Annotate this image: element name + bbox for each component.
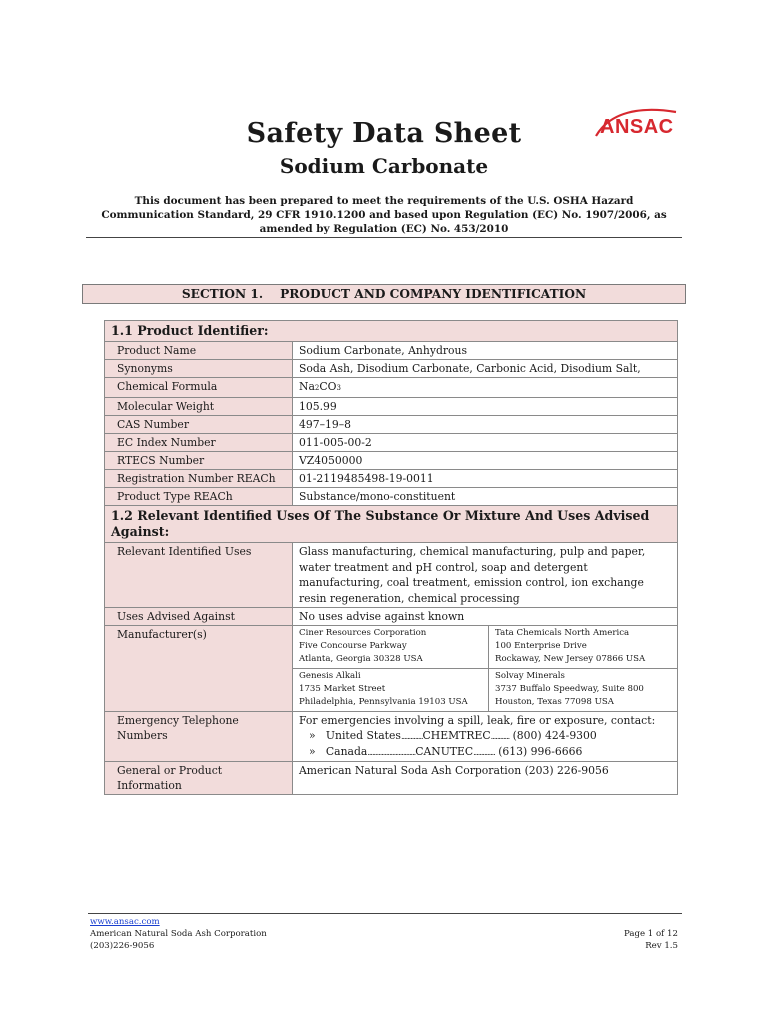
leader-dots: ............ [490,732,510,741]
emergency-cell [293,712,678,762]
row-label: Manufacturer(s) [105,626,293,712]
manufacturer-name: Ciner Resources Corporation [299,628,427,638]
product-identifier-heading: 1.1 Product Identifier: [105,321,678,342]
bullet-icon: » [309,729,316,742]
bullet-icon: » [309,745,316,758]
manufacturer-entry [293,626,488,668]
leader-dots: ............................... [367,748,416,757]
row-value: Sodium Carbonate, Anhydrous [293,342,678,360]
manufacturers-grid [293,626,677,711]
leader-dots: .............. [400,732,423,741]
table-row [105,416,678,434]
formula-co: CO [319,380,337,393]
table-row [105,608,678,626]
row-label: EC Index Number [105,434,293,452]
emergency-line-canada [299,744,671,760]
row-label: Product Type REACh [105,488,293,506]
row-label: General or Product Information [105,762,293,795]
table-row [105,434,678,452]
formula-na: Na [299,380,315,393]
row-label: Emergency Telephone Numbers [105,712,293,762]
footer-right [624,928,678,952]
row-value: 01-2119485498-19-0011 [293,470,678,488]
uses-advised-against-value: No uses advise against known [293,608,678,626]
manufacturer-street: Five Concourse Parkway [299,641,407,651]
footer-phone: (203)226-9056 [90,941,155,951]
manufacturer-city: Rockaway, New Jersey 07866 USA [495,654,646,664]
chemical-formula-value [293,378,678,398]
formula-sub-2: 3 [336,384,341,392]
row-label: Product Name [105,342,293,360]
manufacturer-street: 1735 Market Street [299,684,386,694]
row-label: Synonyms [105,360,293,378]
manufacturer-entry [293,668,488,711]
uses-heading: 1.2 Relevant Identified Uses Of The Substance Or Mixture And Uses Advised Against: [105,506,678,543]
emergency-agency: CHEMTREC [422,729,491,742]
row-value: Substance/mono-constituent [293,488,678,506]
manufacturers-cell [293,626,678,712]
manufacturer-name: Tata Chemicals North America [495,628,630,638]
identification-table [104,320,678,795]
table-row [105,360,678,378]
manufacturer-name: Solvay Minerals [495,671,565,681]
row-value: VZ4050000 [293,452,678,470]
intro-paragraph: This document has been prepared to meet the requirements of the U.S. OSHA Hazard Communication Standard, 29 CFR 1910.1200 and based upon Regulation (EC) No. 1907/2006, as amended by Regulation (EC) No. 453/2010 [101,195,667,235]
page-number: Page 1 of 12 [623,929,678,939]
table-row [105,762,678,795]
general-info-value: American Natural Soda Ash Corporation (203) 226-9056 [293,762,678,795]
table-row [105,626,678,712]
row-label: CAS Number [105,416,293,434]
page-subtitle: Sodium Carbonate [279,154,489,178]
emergency-agency: CANUTEC [415,745,474,758]
row-label: RTECS Number [105,452,293,470]
row-value: 011-005-00-2 [293,434,678,452]
logo-text: ANSAC [600,116,674,138]
manufacturer-name: Genesis Alkali [299,671,361,681]
table-row [105,398,678,416]
row-value: 105.99 [293,398,678,416]
identified-uses-value: Glass manufacturing, chemical manufacturing, pulp and paper, water treatment and pH control, soap and detergent manufacturing, coal treatment, emission control, ion exchange resin regeneration, chemical processing [293,543,678,608]
section-heading: SECTION 1. PRODUCT AND COMPANY IDENTIFICATION [82,284,686,304]
manufacturer-entry [488,626,677,668]
emergency-intro: For emergencies involving a spill, leak, fire or exposure, contact: [299,714,656,727]
manufacturer-entry [488,668,677,711]
row-label: Chemical Formula [105,378,293,398]
emergency-line-us [299,728,671,744]
row-label: Uses Advised Against [105,608,293,626]
row-value: 497–19–8 [293,416,678,434]
manufacturer-street: 3737 Buffalo Speedway, Suite 800 [495,684,644,694]
manufacturer-city: Houston, Texas 77098 USA [495,697,614,707]
table-row [105,378,678,398]
table-row [105,488,678,506]
footer-divider [88,913,682,914]
emergency-phone: (800) 424-9300 [512,729,597,742]
emergency-phone: (613) 996-6666 [498,745,583,758]
footer-company: American Natural Soda Ash Corporation [90,929,267,939]
row-label: Registration Number REACh [105,470,293,488]
emergency-country: Canada [325,745,368,758]
table-row [105,342,678,360]
manufacturer-city: Philadelphia, Pennsylvania 19103 USA [299,697,468,707]
divider [86,237,682,238]
page-title: Safety Data Sheet [246,118,522,149]
revision: Rev 1.5 [645,941,678,951]
row-value: Soda Ash, Disodium Carbonate, Carbonic Acid, Disodium Salt, [293,360,678,378]
row-label: Molecular Weight [105,398,293,416]
leader-dots: .............. [473,748,495,757]
table-row [105,543,678,608]
emergency-country: United States [325,729,401,742]
row-label: Relevant Identified Uses [105,543,293,608]
manufacturer-city: Atlanta, Georgia 30328 USA [299,654,423,664]
website-link[interactable]: www.ansac.com [90,917,160,927]
table-row [105,452,678,470]
table-row [105,470,678,488]
manufacturer-street: 100 Enterprise Drive [495,641,587,651]
footer-left [90,916,267,952]
formula-sub-1: 2 [314,384,320,392]
table-row [105,712,678,762]
